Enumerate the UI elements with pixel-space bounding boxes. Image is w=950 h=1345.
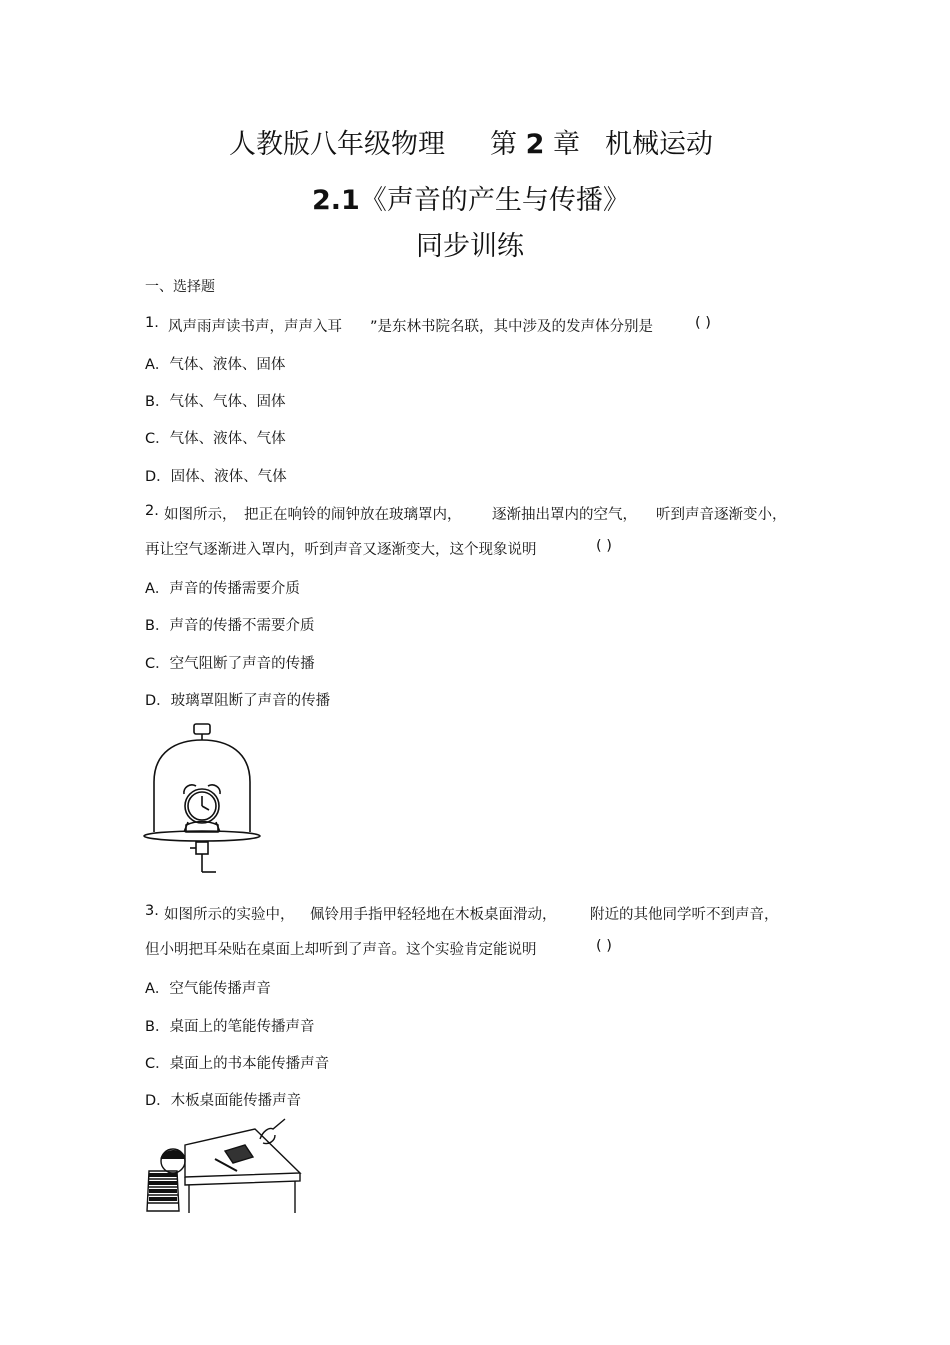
- question-3-text-a: 如图所示的实验中，: [164, 907, 295, 923]
- title-part3: 机械运动: [605, 129, 713, 160]
- question-2-answer-paren: ( ): [596, 538, 612, 554]
- question-2-option-b: B．声音的传播不需要介质: [145, 618, 315, 634]
- hand: [260, 1119, 285, 1139]
- glass-dome: [154, 740, 250, 832]
- subtitle-text: 《声音的产生与传播》: [359, 185, 630, 216]
- question-3-option-b: B．桌面上的笔能传播声音: [145, 1019, 315, 1035]
- title-chapter-suffix: 章: [552, 129, 580, 160]
- question-1-text-a: 风声雨声读书声，声声入耳: [168, 319, 342, 335]
- question-2-text-b: 把正在响铃的闹钟放在玻璃罩内，: [244, 507, 462, 523]
- question-1-answer-paren: ( ): [695, 315, 711, 331]
- question-3-number: 3.: [145, 903, 159, 919]
- clock-bell-left: [184, 785, 196, 794]
- jar-knob: [194, 724, 210, 734]
- question-2-text-c: 逐渐抽出罩内的空气，: [492, 507, 637, 523]
- question-2-text-a: 如图所示，: [164, 507, 237, 523]
- valve: [196, 842, 208, 854]
- subtitle-sync-training: 同步训练: [416, 231, 524, 262]
- question-1-option-d: D．固体、液体、气体: [145, 469, 287, 485]
- question-1-option-b: B．气体、气体、固体: [145, 394, 286, 410]
- question-2-number: 2.: [145, 503, 159, 519]
- question-3-option-a: A．空气能传播声音: [145, 981, 271, 997]
- question-1-option-a: A．气体、液体、固体: [145, 357, 286, 373]
- subtitle: [312, 178, 630, 217]
- question-3-text-c: 附近的其他同学听不到声音，: [590, 907, 779, 923]
- question-2-option-c: C．空气阻断了声音的传播: [145, 656, 315, 672]
- question-2-option-a: A．声音的传播需要介质: [145, 581, 300, 597]
- subtitle-number: 2.1: [312, 185, 360, 216]
- section-heading: 一、选择题: [145, 279, 215, 295]
- question-1-option-c: C．气体、液体、气体: [145, 431, 286, 447]
- title-part1: 人教版八年级物理: [229, 129, 445, 160]
- question-2-text-line2: 再让空气逐渐进入罩内，听到声音又逐渐变大，这个现象说明: [145, 542, 537, 558]
- question-2-option-d: D．玻璃罩阻断了声音的传播: [145, 693, 331, 709]
- bell-jar-alarm-clock-figure: [140, 722, 270, 882]
- title-chapter-number: 2: [525, 129, 545, 160]
- question-3-option-d: D．木板桌面能传播声音: [145, 1093, 302, 1109]
- clock-bell-right: [208, 785, 220, 794]
- question-3-text-line2: 但小明把耳朵贴在桌面上却听到了声音。这个实验肯定能说明: [145, 942, 537, 958]
- title-chapter-prefix: 第: [490, 129, 517, 160]
- desk-ear-experiment-figure: [145, 1115, 305, 1215]
- question-3-option-c: C．桌面上的书本能传播声音: [145, 1056, 330, 1072]
- question-3-answer-paren: ( ): [596, 938, 612, 954]
- title-chapter: [490, 122, 580, 161]
- question-1-number: 1.: [145, 315, 159, 331]
- question-2-text-d: 听到声音逐渐变小，: [656, 507, 787, 523]
- question-3-text-b: 佩铃用手指甲轻轻地在木板桌面滑动，: [310, 907, 557, 923]
- question-1-text-b: ”是东林书院名联，其中涉及的发声体分别是: [370, 319, 654, 335]
